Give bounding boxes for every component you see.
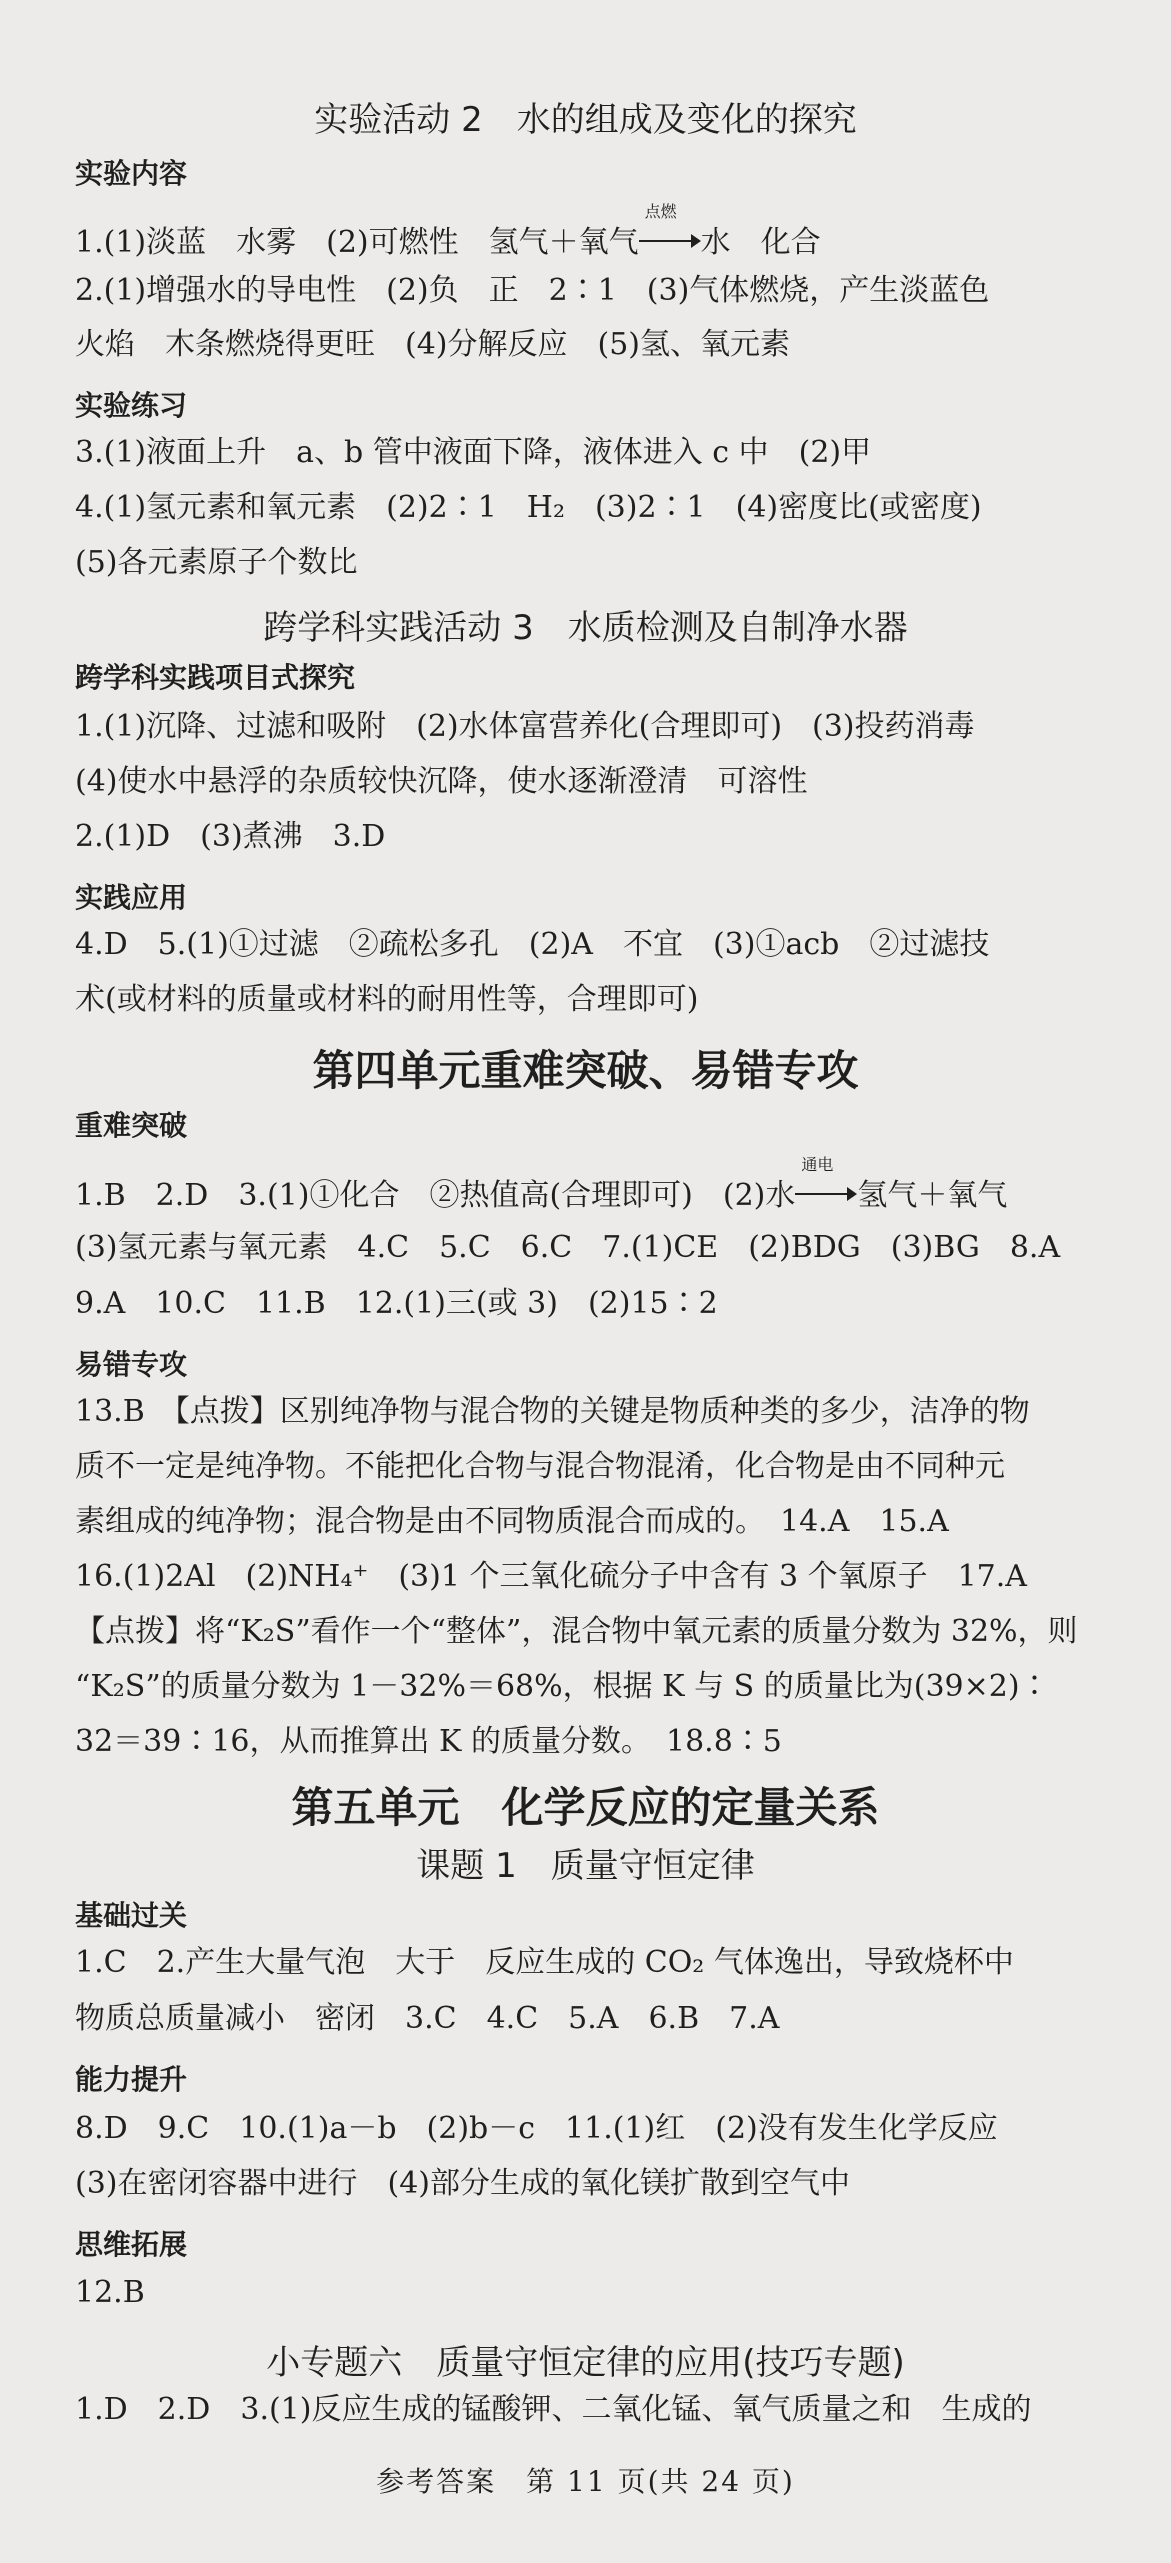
answer-line: 2.(1)D (3)煮沸 3.D: [75, 819, 386, 854]
arrow-condition: 点燃: [644, 202, 677, 221]
answer-line: 13.B 【点拨】区别纯净物与混合物的关键是物质种类的多少，洁净的物: [75, 1394, 1030, 1429]
subheading-key-difficulties: 重难突破: [75, 1109, 188, 1142]
answer-line: (4)使水中悬浮的杂质较快沉降，使水逐渐澄清 可溶性: [75, 764, 808, 799]
answer-line: 素组成的纯净物；混合物是由不同物质混合而成的。 14.A 15.A: [75, 1504, 949, 1539]
answer-text: 1.B 2.D 3.(1)①化合 ②热值高(合理即可) (2)水: [75, 1178, 796, 1213]
subheading-thinking-extension: 思维拓展: [75, 2228, 188, 2261]
answer-line: 32＝39∶16，从而推算出 K 的质量分数。 18.8∶5: [75, 1724, 782, 1759]
subheading-practice-application: 实践应用: [75, 881, 188, 914]
answer-line: “K₂S”的质量分数为 1－32%＝68%，根据 K 与 S 的质量比为(39×2)∶: [75, 1669, 1050, 1704]
subheading-basic-check: 基础过关: [75, 1899, 188, 1932]
answer-line: 1.C 2.产生大量气泡 大于 反应生成的 CO₂ 气体逸出，导致烧杯中: [75, 1945, 1014, 1980]
answer-line: 物质总质量减小 密闭 3.C 4.C 5.A 6.B 7.A: [75, 2001, 780, 2036]
unit-title-4: 第四单元重难突破、易错专攻: [312, 1046, 859, 1095]
subheading-ability-boost: 能力提升: [75, 2063, 188, 2096]
reaction-arrow-icon: [639, 202, 701, 252]
answer-line: 3.(1)液面上升 a、b 管中液面下降，液体进入 c 中 (2)甲: [75, 435, 872, 470]
section-title-practice-3: 跨学科实践活动 3 水质检测及自制净水器: [263, 608, 908, 648]
answer-line: [75, 202, 1105, 260]
answer-line: 2.(1)增强水的导电性 (2)负 正 2∶1 (3)气体燃烧，产生淡蓝色: [75, 273, 990, 308]
subheading-project-inquiry: 跨学科实践项目式探究: [75, 661, 356, 694]
subheading-experiment-content: 实验内容: [75, 157, 188, 190]
answer-line: (5)各元素原子个数比: [75, 545, 358, 580]
answer-line: 术(或材料的质量或材料的耐用性等，合理即可): [75, 982, 699, 1017]
answer-line: 1.(1)沉降、过滤和吸附 (2)水体富营养化(合理即可) (3)投药消毒: [75, 709, 975, 744]
answer-line: 1.D 2.D 3.(1)反应生成的锰酸钾、二氧化锰、氧气质量之和 生成的: [75, 2392, 1032, 2427]
answer-line: 【点拨】将“K₂S”看作一个“整体”，混合物中氧元素的质量分数为 32%，则: [75, 1614, 1078, 1649]
lesson-title-1: 课题 1 质量守恒定律: [416, 1846, 755, 1886]
subheading-error-prone: 易错专攻: [75, 1348, 188, 1381]
answer-line: 12.B: [75, 2275, 145, 2310]
answer-text: 氢气＋氧气: [857, 1178, 1008, 1213]
answer-line: 质不一定是纯净物。不能把化合物与混合物混淆，化合物是由不同种元: [75, 1449, 1005, 1484]
answer-line: (3)氢元素与氧元素 4.C 5.C 6.C 7.(1)CE (2)BDG (3)BG 8.A: [75, 1230, 1061, 1265]
answer-line: 4.D 5.(1)①过滤 ②疏松多孔 (2)A 不宜 (3)①acb ②过滤技: [75, 927, 990, 962]
answer-text: 水 化合: [700, 225, 821, 260]
unit-title-5: 第五单元 化学反应的定量关系: [291, 1783, 880, 1832]
topic-title-6: 小专题六 质量守恒定律的应用(技巧专题): [266, 2343, 905, 2383]
arrow-condition: 通电: [801, 1155, 834, 1174]
answer-text: 1.(1)淡蓝 水雾 (2)可燃性 氢气＋氧气: [75, 225, 639, 260]
answer-line: [75, 1155, 1105, 1213]
subheading-experiment-practice: 实验练习: [75, 389, 188, 422]
answer-line: 9.A 10.C 11.B 12.(1)三(或 3) (2)15∶2: [75, 1286, 718, 1321]
section-title-experiment-2: 实验活动 2 水的组成及变化的探究: [314, 100, 857, 140]
answer-line: 火焰 木条燃烧得更旺 (4)分解反应 (5)氢、氧元素: [75, 327, 790, 362]
answer-line: 4.(1)氢元素和氧元素 (2)2∶1 H₂ (3)2∶1 (4)密度比(或密度): [75, 490, 982, 525]
reaction-arrow-icon: [795, 1155, 857, 1205]
answer-line: 8.D 9.C 10.(1)a－b (2)b－c 11.(1)红 (2)没有发生化学反应: [75, 2111, 998, 2146]
answer-line: (3)在密闭容器中进行 (4)部分生成的氧化镁扩散到空气中: [75, 2166, 850, 2201]
page-footer: 参考答案 第 11 页(共 24 页): [376, 2465, 795, 2498]
answer-line: 16.(1)2Al (2)NH₄⁺ (3)1 个三氧化硫分子中含有 3 个氧原子 17.A: [75, 1559, 1027, 1594]
